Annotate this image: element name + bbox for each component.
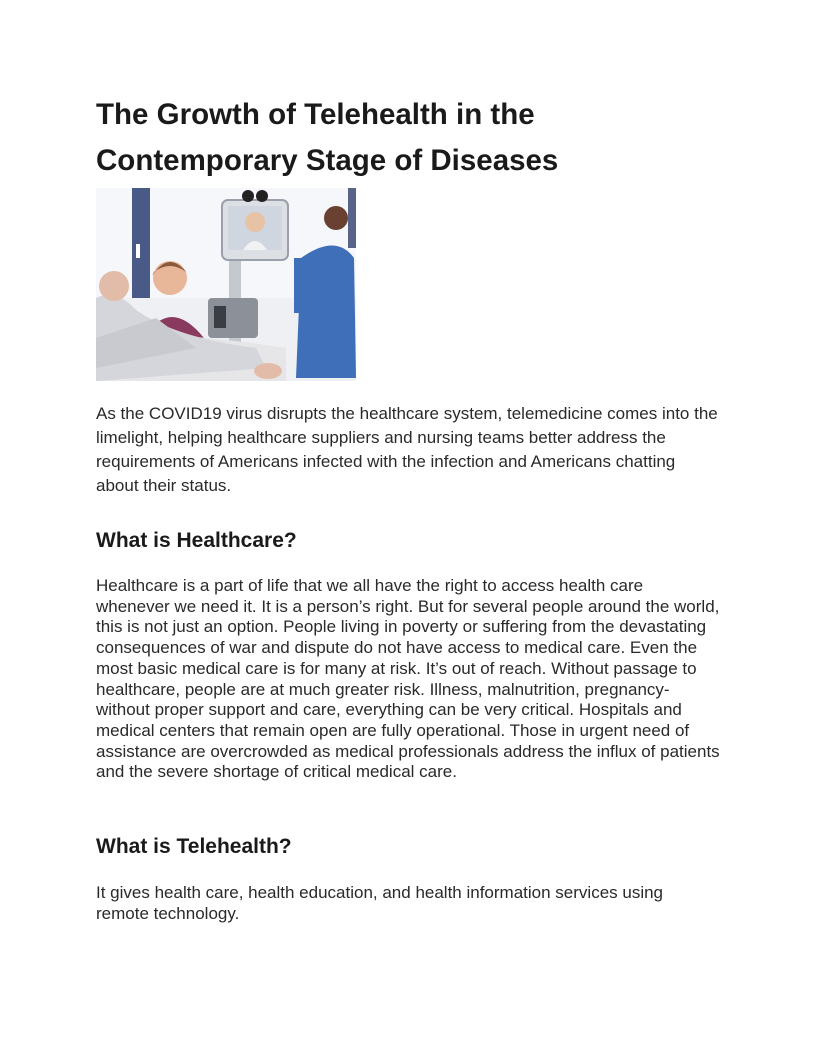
section-heading-healthcare: What is Healthcare? (96, 529, 297, 552)
section-body-healthcare: Healthcare is a part of life that we all have the right to access health care whenever we need it. It is a person’s right. But for several people around the world, this is not just an option. People living in poverty or suffering from the devastating consequences of war and dispute do not have access to medical care. Even the most basic medical care is for many at risk. It’s out of reach. Without passage to healthcare, people are at much greater risk. Illness, malnutrition, pregnancy-without proper support and care, everything can be very critical. Hospitals and medical centers that remain open are fully operational. Those in urgent need of assistance are overcrowded as medical professionals address the influx of patients and the severe shortage of critical medical care. (96, 576, 720, 782)
telehealth-photo (96, 188, 356, 381)
page-title: The Growth of Telehealth in the Contemporary Stage of Diseases (96, 98, 559, 177)
section-heading-telehealth: What is Telehealth? (96, 835, 292, 858)
section-body-telehealth: It gives health care, health education, and health information services using remote technology. (96, 883, 664, 923)
intro-paragraph: As the COVID19 virus disrupts the healthcare system, telemedicine comes into the limelight, helping healthcare suppliers and nursing teams better address the requirements of Americans infected with the infection and Americans chatting about their status. (96, 404, 718, 495)
